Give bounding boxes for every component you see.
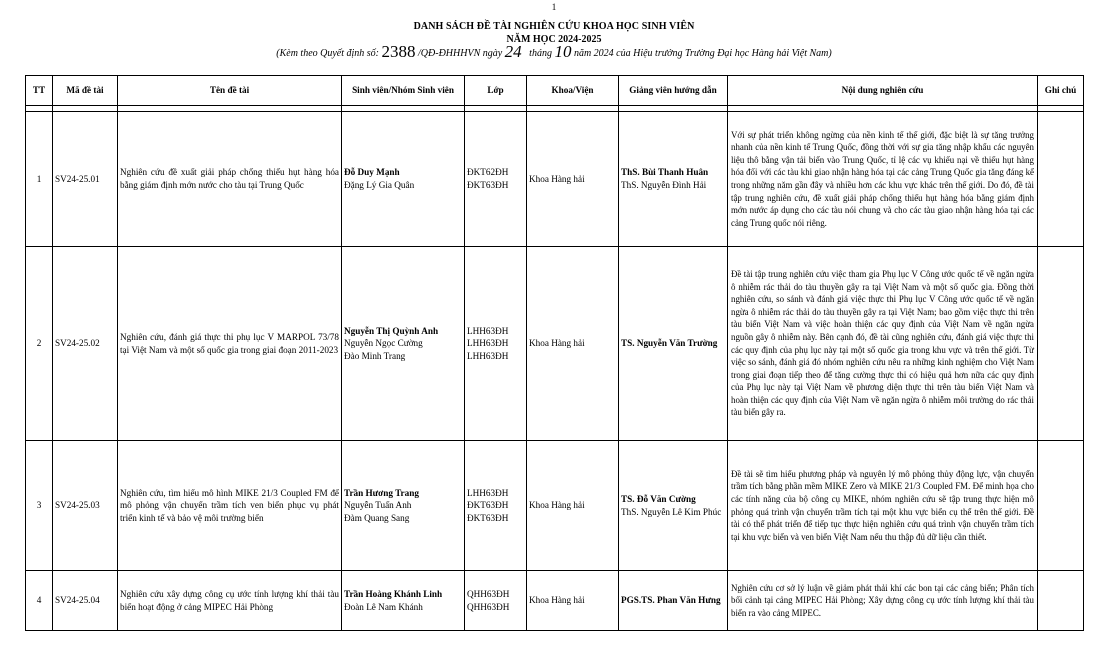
student-leader: Trần Hoàng Khánh Linh [344, 588, 443, 599]
row-faculty: Khoa Hàng hải [527, 247, 619, 441]
class-entry: LHH63ĐH [467, 325, 509, 336]
row-supervisor [619, 571, 728, 631]
row-tt: 4 [26, 571, 53, 631]
table-row [26, 441, 1084, 571]
supervisor-main: ThS. Bùi Thanh Huân [621, 167, 709, 178]
supervisor-main: TS. Đỗ Văn Cường [621, 493, 696, 504]
supervisor-main: TS. Nguyễn Văn Trường [621, 338, 718, 349]
row-supervisor [619, 441, 728, 571]
row-note [1038, 112, 1084, 247]
row-class [465, 571, 527, 631]
class-entry: ĐKT63ĐH [467, 500, 509, 511]
row-students [342, 571, 465, 631]
row-supervisor [619, 247, 728, 441]
row-students [342, 112, 465, 247]
topics-table [25, 75, 1084, 631]
decision-mid1: /QĐ-ĐHHHVN ngày [418, 48, 503, 59]
student-leader: Trần Hương Trang [344, 487, 419, 498]
decision-month: 10 [554, 42, 572, 61]
student-member: Đoàn Lê Nam Khánh [344, 601, 423, 612]
row-code: SV24-25.03 [53, 441, 118, 571]
row-faculty: Khoa Hàng hải [527, 112, 619, 247]
col-header-class: Lớp [465, 76, 527, 106]
row-code: SV24-25.01 [53, 112, 118, 247]
row-class [465, 441, 527, 571]
supervisor-main: PGS.TS. Phan Văn Hưng [621, 595, 721, 606]
row-content: Với sự phát triển không ngừng của nền kinh tế thế giới, đặc biệt là sự tăng trưởng nhanh của nền kinh tế Trung Quốc, đồng thời với sự gia tăng nhập khẩu các nguyên liệu thô bằng vận tải biển vào Trung Quốc, tỉ lệ các vụ khiếu nại về thiếu hụt hàng hóa đối với các tàu khi giao nhận hàng hóa tại các cảng Trung Quốc gia tăng đáng kể trong những năm gần đây và nhiều hơn các khu vực khác trên thế giới. Do đó, đề tài tập trung nghiên cứu, đề xuất giải pháp chống thiếu hụt hàng hóa bằng giám định mớn nước áp dụng cho các tàu nói chung và cho các tàu giao nhận hàng hóa tại các cảng Trung quốc nói riêng. [728, 112, 1038, 247]
row-note [1038, 571, 1084, 631]
row-faculty: Khoa Hàng hải [527, 571, 619, 631]
col-header-content: Nội dung nghiên cứu [728, 76, 1038, 106]
row-note [1038, 441, 1084, 571]
student-member: Đàm Quang Sang [344, 512, 410, 523]
student-member: Đào Minh Trang [344, 350, 406, 361]
decision-reference [0, 41, 1108, 61]
class-entry: ĐKT63ĐH [467, 180, 509, 190]
class-entry: ĐKT62ĐH [467, 167, 509, 178]
student-member: Đặng Lý Gia Quân [344, 180, 415, 190]
class-entry: QHH63ĐH [467, 588, 510, 599]
row-title: Nghiên cứu xây dựng công cụ ước tính lượng khí thải tàu biển hoạt động ở cảng MIPEC Hải Phòng [118, 571, 342, 631]
row-content: Đề tài sẽ tìm hiểu phương pháp và nguyên lý mô phỏng thủy động lực, vận chuyển trầm tích bằng phần mềm MIKE Zero và MIKE 21/3 Coupled FM. Để minh họa cho các tính năng của bộ công cụ MIKE, nhóm nghiên cứu sẽ tập trung thực hiện mô phỏng quá trình vận chuyển trầm tích tại một khu vực biển cụ thể trên thế giới. Đề tài có thể phát triển để tiếp tục thực hiện nghiên cứu quá trình vận chuyển trầm tích tại khu vực biển và ven biển Việt Nam nếu thu thập đủ dữ liệu cần thiết. [728, 441, 1038, 571]
row-tt: 1 [26, 112, 53, 247]
col-header-code: Mã đề tài [53, 76, 118, 106]
decision-number: 2388 [381, 42, 416, 61]
class-entry: LHH63ĐH [467, 350, 509, 361]
col-header-title: Tên đề tài [118, 76, 342, 106]
row-supervisor [619, 112, 728, 247]
decision-mid2: tháng [529, 48, 552, 59]
col-header-students: Sinh viên/Nhóm Sinh viên [342, 76, 465, 106]
class-entry: QHH63ĐH [467, 601, 510, 612]
student-leader: Nguyễn Thị Quỳnh Anh [344, 325, 439, 336]
document-title: DANH SÁCH ĐỀ TÀI NGHIÊN CỨU KHOA HỌC SINH VIÊN [413, 21, 695, 32]
decision-day: 24 [504, 42, 522, 61]
col-header-supervisor: Giảng viên hướng dẫn [619, 76, 728, 106]
row-code: SV24-25.04 [53, 571, 118, 631]
table-row [26, 571, 1084, 631]
row-title: Nghiên cứu, tìm hiểu mô hình MIKE 21/3 Coupled FM để mô phỏng vận chuyển trầm tích ven biển phục vụ phát triển kinh tế và bảo vệ môi trường biển [118, 441, 342, 571]
class-entry: LHH63ĐH [467, 487, 509, 498]
row-tt: 2 [26, 247, 53, 441]
table-header-row [26, 76, 1084, 106]
table-row [26, 112, 1084, 247]
student-member: Nguyễn Tuấn Anh [344, 500, 412, 511]
row-content: Nghiên cứu cơ sở lý luận về giảm phát thải khí các bon tại các cảng biển; Phân tích bối cảnh tại cảng MIPEC Hải Phòng; Xây dựng công cụ ước tính lượng khí thải tàu biển ra vào cảng MIPEC. [728, 571, 1038, 631]
row-code: SV24-25.02 [53, 247, 118, 441]
student-member: Nguyễn Ngọc Cường [344, 338, 423, 349]
row-students [342, 441, 465, 571]
academic-year: NĂM HỌC 2024-2025 [506, 34, 602, 45]
row-note [1038, 247, 1084, 441]
decision-prefix: (Kèm theo Quyết định số: [276, 48, 380, 59]
row-class [465, 247, 527, 441]
row-title: Nghiên cứu, đánh giá thực thi phụ lục V MARPOL 73/78 tại Việt Nam và một số quốc gia trong giai đoạn 2011-2023 [118, 247, 342, 441]
class-entry: ĐKT63ĐH [467, 512, 509, 523]
col-header-tt: TT [26, 76, 53, 106]
student-leader: Đỗ Duy Mạnh [344, 167, 400, 178]
row-title: Nghiên cứu đề xuất giải pháp chống thiếu hụt hàng hóa bằng giám định mớn nước cho tàu tại Trung Quốc [118, 112, 342, 247]
supervisor-co: ThS. Nguyễn Đình Hải [621, 180, 707, 190]
table-row [26, 247, 1084, 441]
row-class [465, 112, 527, 247]
row-tt: 3 [26, 441, 53, 571]
supervisor-co: ThS. Nguyễn Lê Kim Phúc [621, 506, 722, 517]
row-content: Đề tài tập trung nghiên cứu việc tham gia Phụ lục V Công ước quốc tế về ngăn ngừa ô nhiễm rác thải do tàu thuyền gây ra tại Việt Nam và một số quốc gia. Đồng thời nghiên cứu, so sánh và đánh giá việc thực thi Phụ lục V Công ước quốc tế về ngăn ngừa ô nhiễm rác thải do tàu thuyền gây ra tại Việt Nam; bao gồm việc thực thi trên tàu biển Việt Nam và việc hoàn thiện các quy định của Việt Nam về ngăn ngừa nguồn gây ô nhiễm này. Bên cạnh đó, đề tài cũng nghiên cứu, đánh giá việc thực thi các quy định của phụ lục này tại một số quốc gia trong khu vực và trên thế giới. Từ việc so sánh, đánh giá đó nhóm nghiên cứu nêu ra những kinh nghiệm cho Việt Nam trong giai đoạn tiếp theo để tăng cường thực thi có hiệu quả hơn nữa các quy định của Phụ lục này tại Việt Nam về phương diện thực thi trên tàu biển Việt Nam và hoàn thiện các quy định của Việt Nam về ngăn ngừa ô nhiễm môi trường do rác thải tàu biển gây ra. [728, 247, 1038, 441]
decision-suffix: năm 2024 của Hiệu trưởng Trường Đại học Hàng hải Việt Nam) [573, 48, 832, 59]
col-header-faculty: Khoa/Viện [527, 76, 619, 106]
row-faculty: Khoa Hàng hải [527, 441, 619, 571]
col-header-note: Ghi chú [1038, 76, 1084, 106]
row-students [342, 247, 465, 441]
class-entry: LHH63ĐH [467, 338, 509, 349]
page-number: 1 [551, 2, 557, 12]
